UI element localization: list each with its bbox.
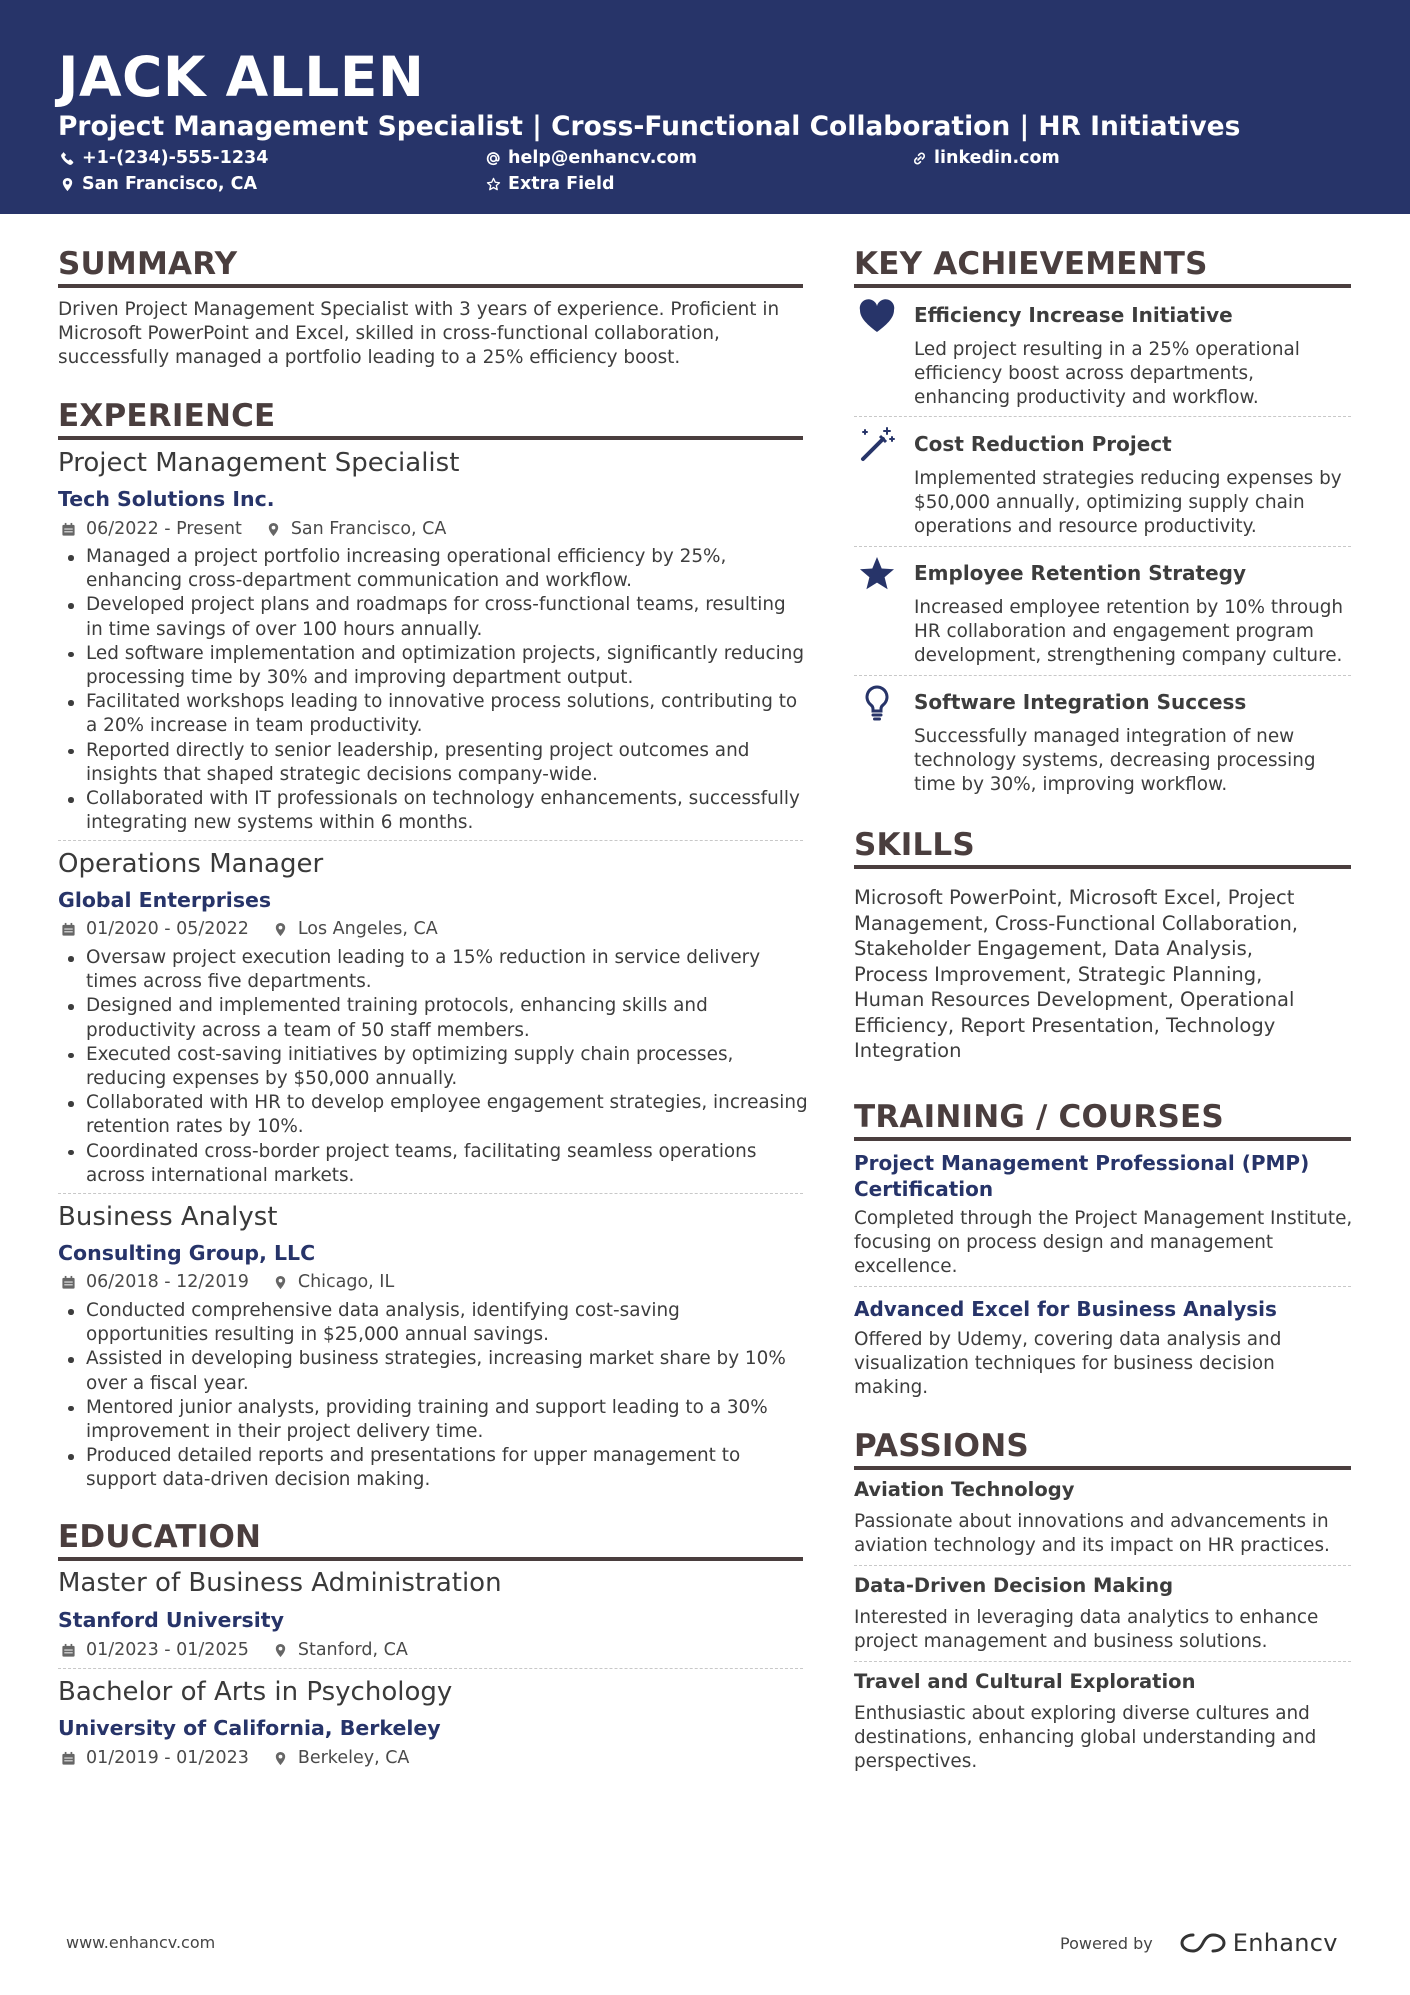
education-meta <box>61 1639 408 1661</box>
job-dates: 06/2022 - Present <box>86 519 242 539</box>
experience-rule <box>58 436 803 440</box>
divider <box>58 1668 803 1669</box>
bullet-item: Collaborated with HR to develop employee engagement strategies, increasing retention rates by 10%. <box>59 1091 829 1139</box>
divider <box>854 1661 1351 1662</box>
job-meta <box>61 518 446 540</box>
divider <box>854 1286 1351 1287</box>
bullet-item: Oversaw project execution leading to a 15% reduction in service delivery times across five departments. <box>59 946 829 994</box>
summary-heading: SUMMARY <box>58 246 238 282</box>
contact-linkedin[interactable] <box>912 146 1060 170</box>
location-pin-icon <box>273 922 288 937</box>
job-company: Tech Solutions Inc. <box>58 487 275 511</box>
bullet-item: Coordinated cross-border project teams, facilitating seamless operations across international markets. <box>59 1140 829 1188</box>
divider <box>58 840 803 841</box>
education-dates: 01/2019 - 01/2023 <box>86 1748 249 1768</box>
passions-heading: PASSIONS <box>854 1428 1029 1464</box>
passion-text: Passionate about innovations and advancements in aviation technology and its impact on HR practices. <box>854 1511 1330 1557</box>
education-dates: 01/2023 - 01/2025 <box>86 1640 249 1660</box>
divider <box>854 675 1351 676</box>
lightbulb-icon <box>857 683 897 723</box>
passions-rule <box>854 1466 1351 1470</box>
bullet-item: Collaborated with IT professionals on technology enhancements, successfully integrating new systems within 6 months. <box>59 787 829 835</box>
job-role: Project Management Specialist <box>58 448 460 478</box>
passion-title: Data-Driven Decision Making <box>854 1574 1174 1597</box>
achievement-title: Cost Reduction Project <box>914 432 1172 456</box>
course-title: Advanced Excel for Business Analysis <box>854 1297 1277 1321</box>
job-dates: 06/2018 - 12/2019 <box>86 1272 249 1292</box>
school: University of California, Berkeley <box>58 1716 441 1740</box>
extra-field-text: Extra Field <box>508 174 615 194</box>
email-text: help@enhancv.com <box>508 148 698 168</box>
education-rule <box>58 1557 803 1561</box>
achievements-rule <box>854 284 1351 288</box>
headline: Project Management Specialist | Cross-Functional Collaboration | HR Initiatives <box>58 111 1241 142</box>
link-icon <box>912 151 927 166</box>
divider <box>854 1565 1351 1566</box>
job-bullets <box>59 545 829 835</box>
enhancv-logo-icon <box>1179 1930 1227 1956</box>
location-pin-icon <box>273 1643 288 1658</box>
at-icon <box>486 151 501 166</box>
course-text: Completed through the Project Management Institute, focusing on process design and management excellence. <box>854 1208 1353 1278</box>
job-bullets <box>59 1299 829 1493</box>
education-meta <box>61 1747 409 1769</box>
course-title: Project Management Professional (PMP) Certification <box>854 1151 1310 1201</box>
passion-text: Interested in leveraging data analytics to enhance project management and business solutions. <box>854 1607 1319 1653</box>
education-location: Stanford, CA <box>297 1640 408 1660</box>
job-meta <box>61 918 438 940</box>
summary-line: Driven Project Management Specialist with 3 years of experience. Proficient in <box>58 299 780 320</box>
contact-email[interactable] <box>486 146 697 170</box>
location-pin-icon <box>273 1275 288 1290</box>
phone-icon <box>60 151 75 166</box>
bullet-item: Produced detailed reports and presentations for upper management to support data-driven decision making. <box>59 1444 829 1492</box>
brand-name: Enhancv <box>1232 1929 1338 1957</box>
course-text: Offered by Udemy, covering data analysis and visualization techniques for business decision making. <box>854 1329 1282 1399</box>
calendar-icon <box>61 1751 76 1766</box>
bullet-item: Executed cost-saving initiatives by optimizing supply chain processes, reducing expenses by $50,000 annually. <box>59 1043 829 1091</box>
divider <box>854 416 1351 417</box>
job-meta <box>61 1271 394 1293</box>
star-icon <box>857 554 897 594</box>
star-outline-icon <box>486 177 501 192</box>
achievement-text: Implemented strategies reducing expenses by $50,000 annually, optimizing supply chain operations and resource productivity. <box>914 468 1342 538</box>
training-rule <box>854 1137 1351 1141</box>
passion-title: Travel and Cultural Exploration <box>854 1670 1196 1693</box>
degree: Master of Business Administration <box>58 1568 502 1598</box>
bullet-item: Managed a project portfolio increasing operational efficiency by 25%, enhancing cross-department communication and workflow. <box>59 545 829 593</box>
bullet-item: Mentored junior analysts, providing training and support leading to a 30% improvement in their project delivery time. <box>59 1396 829 1444</box>
summary-line: Microsoft PowerPoint and Excel, skilled in cross-functional collaboration, <box>58 323 720 345</box>
degree: Bachelor of Arts in Psychology <box>58 1677 453 1707</box>
magic-wand-icon <box>857 425 897 465</box>
bullet-item: Designed and implemented training protocols, enhancing skills and productivity across a team of 50 staff members. <box>59 994 829 1042</box>
divider <box>854 546 1351 547</box>
school: Stanford University <box>58 1608 284 1632</box>
bullet-item: Facilitated workshops leading to innovative process solutions, contributing to a 20% increase in team productivity. <box>59 690 829 738</box>
job-location: Los Angeles, CA <box>297 919 438 939</box>
job-dates: 01/2020 - 05/2022 <box>86 919 249 939</box>
contact-phone[interactable] <box>60 146 268 170</box>
contact-extra <box>486 172 615 196</box>
training-heading: TRAINING / COURSES <box>854 1099 1224 1135</box>
passion-title: Aviation Technology <box>854 1478 1075 1501</box>
education-location: Berkeley, CA <box>297 1748 410 1768</box>
bullet-item: Reported directly to senior leadership, presenting project outcomes and insights that shaped strategic decisions company-wide. <box>59 739 829 787</box>
bullet-item: Assisted in developing business strategies, increasing market share by 10% over a fiscal year. <box>59 1347 829 1395</box>
footer-website[interactable]: www.enhancv.com <box>66 1933 216 1952</box>
resume-header <box>0 0 1410 214</box>
job-bullets <box>59 946 829 1188</box>
job-location: Chicago, IL <box>297 1272 395 1292</box>
skills-text: Microsoft PowerPoint, Microsoft Excel, Project Management, Cross-Functional Collaboration, Stakeholder Engagement, Data Analysis, Process Improvement, Strategic Planning, Human Resources Development, Operational Efficiency, Report Presentation, Technology Integration <box>854 886 1299 1062</box>
summary-text <box>58 298 818 371</box>
achievement-title: Software Integration Success <box>914 690 1247 714</box>
location-text: San Francisco, CA <box>82 174 258 194</box>
calendar-icon <box>61 922 76 937</box>
job-company: Consulting Group, LLC <box>58 1241 316 1265</box>
location-pin-icon <box>273 1751 288 1766</box>
heart-icon <box>857 297 897 337</box>
job-role: Operations Manager <box>58 849 324 879</box>
calendar-icon <box>61 1643 76 1658</box>
calendar-icon <box>61 522 76 537</box>
linkedin-text: linkedin.com <box>934 148 1060 168</box>
achievement-text: Led project resulting in a 25% operational efficiency boost across departments, enhancing productivity and workflow. <box>914 339 1300 409</box>
divider <box>58 1193 803 1194</box>
achievement-title: Efficiency Increase Initiative <box>914 303 1233 327</box>
skills-heading: SKILLS <box>854 827 975 863</box>
bullet-item: Developed project plans and roadmaps for cross-functional teams, resulting in time savings of over 100 hours annually. <box>59 593 829 641</box>
job-company: Global Enterprises <box>58 888 272 912</box>
bullet-item: Led software implementation and optimization projects, significantly reducing processing time by 30% and improving department output. <box>59 642 829 690</box>
bullet-item: Conducted comprehensive data analysis, identifying cost-saving opportunities resulting in $25,000 annual savings. <box>59 1299 829 1347</box>
achievement-text: Successfully managed integration of new technology systems, decreasing processing time by 30%, improving workflow. <box>914 726 1316 796</box>
achievement-text: Increased employee retention by 10% through HR collaboration and engagement program development, strengthening company culture. <box>914 597 1344 667</box>
achievements-heading: KEY ACHIEVEMENTS <box>854 246 1208 282</box>
job-location: San Francisco, CA <box>290 519 447 539</box>
contact-location <box>60 172 257 196</box>
footer-powered-by <box>1060 1929 1338 1957</box>
calendar-icon <box>61 1275 76 1290</box>
summary-rule <box>58 284 803 288</box>
passion-text: Enthusiastic about exploring diverse cultures and destinations, enhancing global understanding and perspectives. <box>854 1703 1317 1773</box>
summary-line: successfully managed a portfolio leading to a 25% efficiency boost. <box>58 347 681 369</box>
skills-rule <box>854 865 1351 869</box>
experience-heading: EXPERIENCE <box>58 398 276 434</box>
location-pin-icon <box>60 177 75 192</box>
job-role: Business Analyst <box>58 1202 278 1232</box>
candidate-name: JACK ALLEN <box>58 45 425 109</box>
achievement-title: Employee Retention Strategy <box>914 561 1247 585</box>
location-pin-icon <box>266 522 281 537</box>
phone-text: +1-(234)-555-1234 <box>82 148 269 168</box>
powered-by-text: Powered by <box>1060 1933 1153 1953</box>
education-heading: EDUCATION <box>58 1519 262 1555</box>
